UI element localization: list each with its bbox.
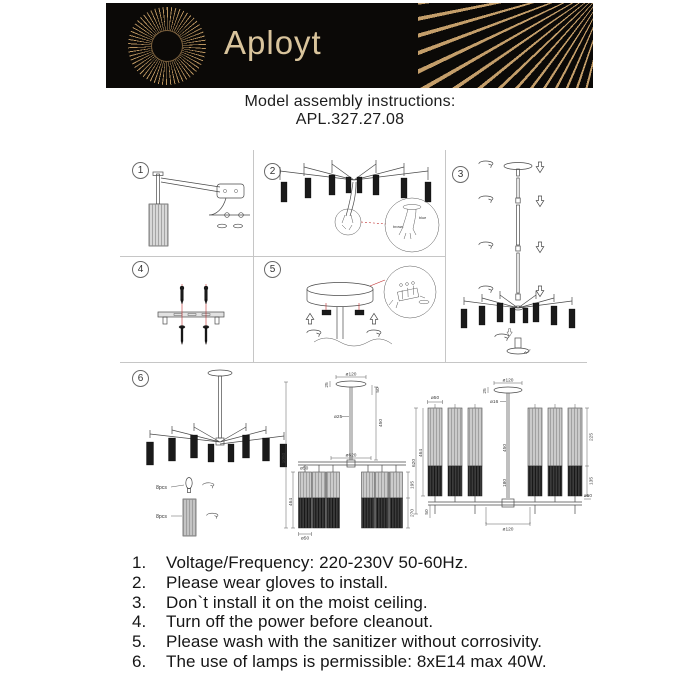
bulb-qty-label: 8pcs [156, 485, 167, 491]
side-dimension-drawing [408, 378, 594, 540]
svg-text:464: 464 [419, 448, 424, 458]
svg-text:620: 620 [412, 458, 417, 468]
svg-text:450: 450 [379, 418, 384, 428]
wire-label-brown: brown [393, 225, 404, 229]
svg-text:135: 135 [589, 476, 594, 486]
svg-text:ø25: ø25 [334, 415, 343, 420]
instruction-text: Voltage/Frequency: 220-230V 50-60Hz. [166, 553, 469, 572]
svg-text:25: 25 [483, 388, 488, 394]
instruction-text: Please wash with the sanitizer without corrosivity. [166, 632, 543, 652]
svg-text:ø50: ø50 [300, 536, 310, 540]
svg-text:ø120: ø120 [345, 372, 357, 378]
instruction-item [132, 553, 612, 573]
step-5-drawing [262, 262, 442, 358]
instruction-item [132, 573, 612, 593]
step-4-drawing [130, 270, 252, 358]
step-3-badge: 3 [452, 166, 469, 183]
svg-text:ø50: ø50 [583, 494, 592, 499]
step-5-badge: 5 [264, 261, 281, 278]
svg-text:ø620: ø620 [345, 453, 357, 459]
svg-text:ø50: ø50 [300, 466, 309, 472]
brand-banner [106, 3, 593, 88]
wire-label-blue: blue [419, 216, 427, 220]
brand-name: Aployt [224, 24, 322, 61]
bulb-part [156, 478, 214, 493]
title-block [0, 93, 700, 129]
step-1-drawing [130, 168, 252, 253]
instruction-number: 1. [132, 553, 147, 572]
instruction-number: 5. [132, 632, 147, 652]
svg-text:ø120: ø120 [502, 378, 514, 384]
step-2-drawing [262, 155, 442, 255]
svg-text:464: 464 [289, 497, 294, 507]
step-2-badge: 2 [264, 163, 281, 180]
step-1-badge: 1 [132, 162, 149, 179]
svg-text:50: 50 [425, 509, 430, 515]
instruction-item [132, 612, 612, 632]
chandelier-frame [280, 160, 431, 202]
terminal-block-detail [389, 282, 429, 308]
svg-text:ø16: ø16 [490, 400, 499, 405]
step-4-badge: 4 [132, 261, 149, 278]
instruction-item [132, 593, 612, 613]
front-shades [299, 472, 403, 528]
shade-part [156, 499, 218, 536]
instruction-text: Turn off the power before cleanout. [166, 612, 434, 632]
svg-text:50: 50 [376, 387, 381, 393]
chandelier-body [461, 291, 575, 328]
instruction-item [132, 632, 612, 652]
instruction-number: 2. [132, 572, 147, 592]
grid-divider-horizontal-2 [120, 362, 587, 363]
svg-text:225: 225 [589, 432, 594, 442]
wiring-detail [393, 205, 426, 240]
step-6-badge: 6 [132, 370, 149, 387]
instruction-text: Don`t install it on the moist ceiling. [166, 592, 428, 612]
svg-text:25: 25 [325, 382, 330, 388]
instruction-number: 3. [132, 592, 147, 612]
svg-text:ø50: ø50 [430, 396, 440, 401]
grid-divider-horizontal-1 [120, 256, 446, 257]
gold-rays-decoration [418, 3, 593, 88]
svg-text:270: 270 [410, 508, 416, 518]
instruction-text: The use of lamps is permissible: 8xE14 max 40W. [166, 651, 547, 671]
instruction-number: 4. [132, 612, 147, 632]
instruction-item [132, 652, 612, 672]
page-title: Model assembly instructions: [244, 93, 456, 110]
instructions-list [132, 553, 612, 672]
shade-qty-label: 8pcs [156, 514, 167, 520]
svg-text:ø120: ø120 [502, 527, 514, 533]
model-number: APL.327.27.08 [295, 111, 405, 128]
svg-text:195: 195 [410, 480, 416, 490]
svg-text:1050: 1050 [282, 452, 287, 464]
svg-text:180: 180 [503, 478, 508, 488]
step-6-drawing [122, 366, 287, 538]
instruction-text: Please wear gloves to install. [166, 572, 389, 592]
instruction-number: 6. [132, 651, 147, 671]
front-dimension-drawing [278, 368, 423, 540]
svg-text:450: 450 [503, 443, 508, 453]
step-3-drawing [448, 158, 586, 358]
starburst-logo-icon [128, 7, 206, 85]
